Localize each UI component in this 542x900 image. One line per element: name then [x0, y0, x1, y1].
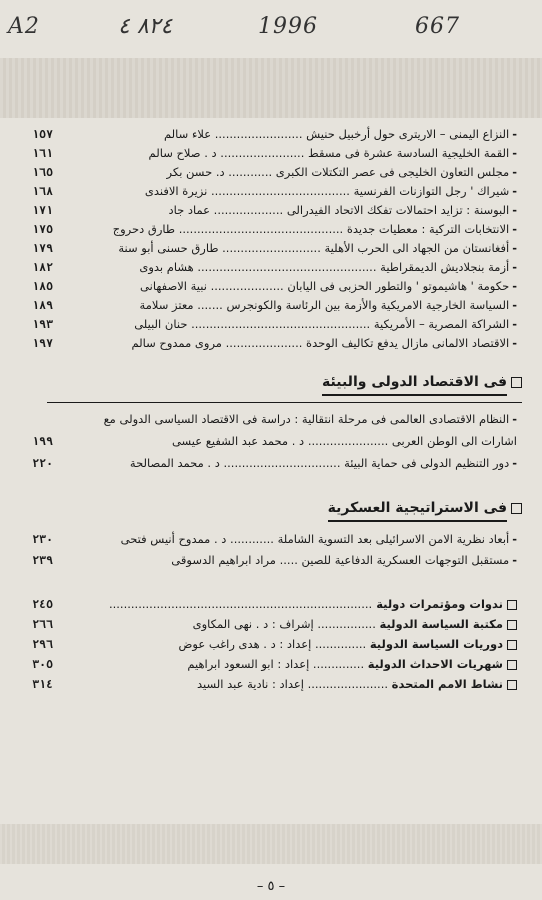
toc-entry[interactable]: مكتبة السياسة الدولية ................ إشراف : د . نهى المكاوى ٢٦٦: [17, 615, 517, 633]
page-number: ١٧٥: [32, 222, 53, 236]
handwritten-note-right: 667: [415, 14, 460, 39]
toc-entry[interactable]: -حكومة ' هاشيموتو ' والتطور الحزبى فى اليابان .................... نبية الاصفهانى ١٨٥: [17, 277, 517, 295]
page-number: ١٦٥: [32, 165, 53, 179]
footer-band: [0, 824, 542, 864]
toc-entry[interactable]: -مجلس التعاون الخليجى فى عصر التكتلات الكبرى ............ د. حسن بكر ١٦٥: [17, 163, 517, 181]
checkbox-icon: [507, 620, 517, 630]
checkbox-icon: [507, 660, 517, 670]
page-number: ١٥٧: [32, 127, 53, 141]
page-number: ١٩٧: [32, 336, 53, 350]
page-number: ٣١٤: [32, 677, 53, 691]
toc-entry[interactable]: ندوات ومؤتمرات دولية ........................................................................ ٢٤٥: [17, 595, 517, 613]
page-footer-number: – ٥ –: [256, 879, 286, 894]
page-number: ١٨٩: [32, 298, 53, 312]
checkbox-icon: [511, 377, 522, 388]
page-number: ١٩٣: [32, 317, 53, 331]
toc-entry[interactable]: -شيراك ' رجل التوازنات الفرنسية ...................................... نزيرة الافندى ١٦٨: [17, 182, 517, 200]
checkbox-icon: [507, 640, 517, 650]
page-number: ٢٩٦: [32, 637, 53, 651]
checkbox-icon: [507, 680, 517, 690]
toc-entry[interactable]: نشاط الامم المتحدة ...................... إعداد : نادية عبد السيد ٣١٤: [17, 675, 517, 693]
toc-entry[interactable]: -النظام الاقتصادى العالمى فى مرحلة انتقالية : دراسة فى الاقتصاد السياسى الدولى مع: [103, 412, 517, 426]
toc-entry-continued[interactable]: اشارات الى الوطن العربى ...................... د . محمد عبد الشفيع عيسى ١٩٩: [17, 432, 517, 450]
toc-entry[interactable]: -دور التنظيم الدولى فى حماية البيئة ................................ د . محمد المصالحة ٢٢٠: [17, 454, 517, 472]
page-number: ٣٠٥: [32, 657, 53, 671]
handwritten-note-left: A2: [8, 14, 40, 39]
page-number: ١٦١: [32, 146, 53, 160]
toc-entry[interactable]: -الشراكة المصرية – الأمريكية ................................................. حنان البيلى ١٩٣: [17, 315, 517, 333]
page-number: ٢٣٠: [32, 532, 53, 546]
checkbox-icon: [507, 600, 517, 610]
handwritten-note-center-left: ٨٢٤ ٤: [118, 14, 173, 39]
section-divider: [47, 402, 522, 403]
toc-entry[interactable]: -الانتخابات التركية : معطيات جديدة ............................................. طارق دحروج ١٧٥: [17, 220, 517, 238]
section-heading-strategy: فى الاستراتيجية العسكرية: [328, 498, 522, 522]
page-number: ١٧٩: [32, 241, 53, 255]
toc-entry[interactable]: -الاقتصاد الالمانى مازال يدفع تكاليف الوحدة ..................... مروى ممدوح سالم ١٩٧: [17, 334, 517, 352]
toc-entry[interactable]: -مستقبل التوجهات العسكرية الدفاعية للصين ..... مراد ابراهيم الدسوقى ٢٣٩: [17, 551, 517, 569]
toc-entry[interactable]: -أزمة بنجلاديش الديمقراطية ................................................. هشام بدوى ١٨٢: [17, 258, 517, 276]
toc-entry[interactable]: -أبعاد نظرية الامن الاسرائيلى بعد التسوية الشاملة ............ د . ممدوح أنيس فتحى ٢٣٠: [17, 530, 517, 548]
toc-entry[interactable]: -النزاع اليمنى – الاريترى حول أرخبيل حنيش ........................ علاء سالم ١٥٧: [17, 125, 517, 143]
checkbox-icon: [511, 503, 522, 514]
toc-entry[interactable]: -أفغانستان من الجهاد الى الحرب الأهلية ........................... طارق حسنى أبو سنة ١٧٩: [17, 239, 517, 257]
page-number: ١٩٩: [32, 434, 53, 448]
page-number: ١٨٥: [32, 279, 53, 293]
toc-entry[interactable]: -القمة الخليجية السادسة عشرة فى مسقط ....................... د . صلاح سالم ١٦١: [17, 144, 517, 162]
page-number: ١٦٨: [32, 184, 53, 198]
handwritten-note-year: 1996: [258, 14, 318, 39]
page-number: ٢٤٥: [32, 597, 53, 611]
section-heading-economy: فى الاقتصاد الدولى والبيئة: [322, 372, 522, 396]
toc-entry[interactable]: شهريات الاحداث الدولية .............. إعداد : ابو السعود ابراهيم ٣٠٥: [17, 655, 517, 673]
page-number: ٢٢٠: [32, 456, 53, 470]
toc-entry[interactable]: -البوسنة : تزايد احتمالات تفكك الاتحاد الفيدرالى ................... عماد جاد ١٧١: [17, 201, 517, 219]
toc-entry[interactable]: -السياسة الخارجية الامريكية والأزمة بين الرئاسة والكونجرس ....... معتز سلامة ١٨٩: [17, 296, 517, 314]
toc-entry[interactable]: دوريات السياسة الدولية .............. إعداد : د . هدى راغب عوض ٢٩٦: [17, 635, 517, 653]
page-number: ١٨٢: [32, 260, 53, 274]
page-number: ٢٦٦: [32, 617, 53, 631]
page-number: ٢٣٩: [32, 553, 53, 567]
page-number: ١٧١: [32, 203, 53, 217]
